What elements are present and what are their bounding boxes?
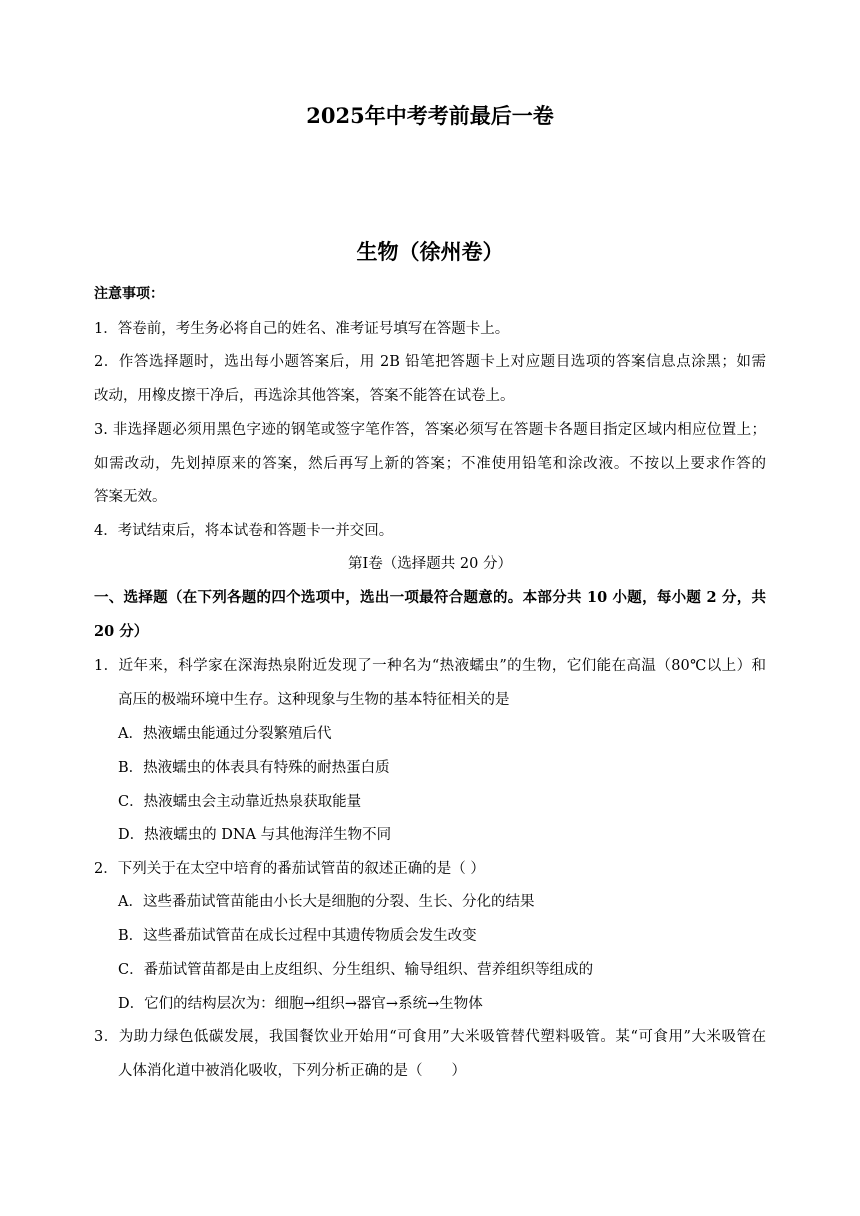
notice-line: 答案无效。 xyxy=(94,489,167,505)
option-a: A．这些番茄试管苗能由小长大是细胞的分裂、生长、分化的结果 xyxy=(118,894,535,910)
notice-line: 3. 非选择题必须用黑色字迹的钢笔或签字笔作答，答案必须写在答题卡各题目指定区域内相应位置上； xyxy=(94,422,766,438)
notice-heading: 注意事项： xyxy=(94,286,164,302)
notice-line: 4．考试结束后，将本试卷和答题卡一并交回。 xyxy=(94,523,394,539)
section-heading: 一、选择题（在下列各题的四个选项中，选出一项最符合题意的。本部分共 10 小题，每小题 2 分，共 xyxy=(94,589,766,606)
exam-subtitle: 生物（徐州卷） xyxy=(356,239,504,264)
question-stem-cont: 人体消化道中被消化吸收，下列分析正确的是（ ） xyxy=(118,1063,466,1079)
option-b: B．这些番茄试管苗在成长过程中其遗传物质会发生改变 xyxy=(118,928,477,944)
question-stem: 1．近年来，科学家在深海热泉附近发现了一种名为“热液蠕虫”的生物，它们能在高温（80℃以上）和 xyxy=(94,658,766,674)
notice-line: 2．作答选择题时，选出每小题答案后，用 2B 铅笔把答题卡上对应题目选项的答案信息点涂黑；如需 xyxy=(94,354,766,370)
notice-line: 改动，用橡皮擦干净后，再选涂其他答案，答案不能答在试卷上。 xyxy=(94,388,515,404)
option-b: B．热液蠕虫的体表具有特殊的耐热蛋白质 xyxy=(118,760,390,776)
question-stem: 2．下列关于在太空中培育的番茄试管苗的叙述正确的是（ ） xyxy=(94,861,485,877)
question-stem-cont: 高压的极端环境中生存。这种现象与生物的基本特征相关的是 xyxy=(118,692,510,708)
option-d: D．它们的结构层次为：细胞→组织→器官→系统→生物体 xyxy=(118,996,483,1012)
option-c: C．热液蠕虫会主动靠近热泉获取能量 xyxy=(118,794,362,810)
exam-title: 2025年中考考前最后一卷 xyxy=(306,103,554,128)
option-a: A．热液蠕虫能通过分裂繁殖后代 xyxy=(118,726,332,742)
notice-line: 如需改动，先划掉原来的答案，然后再写上新的答案；不准使用铅笔和涂改液。不按以上要求作答的 xyxy=(94,456,766,472)
option-d: D．热液蠕虫的 DNA 与其他海洋生物不同 xyxy=(118,827,392,843)
part-heading: 第Ⅰ卷（选择题共 20 分） xyxy=(348,556,512,572)
question-stem: 3．为助力绿色低碳发展，我国餐饮业开始用“可食用”大米吸管替代塑料吸管。某“可食用”大米吸管在 xyxy=(94,1029,766,1045)
option-c: C．番茄试管苗都是由上皮组织、分生组织、输导组织、营养组织等组成的 xyxy=(118,962,594,978)
section-heading-cont: 20 分） xyxy=(94,623,149,640)
notice-line: 1．答卷前，考生务必将自己的姓名、准考证号填写在答题卡上。 xyxy=(94,321,510,337)
